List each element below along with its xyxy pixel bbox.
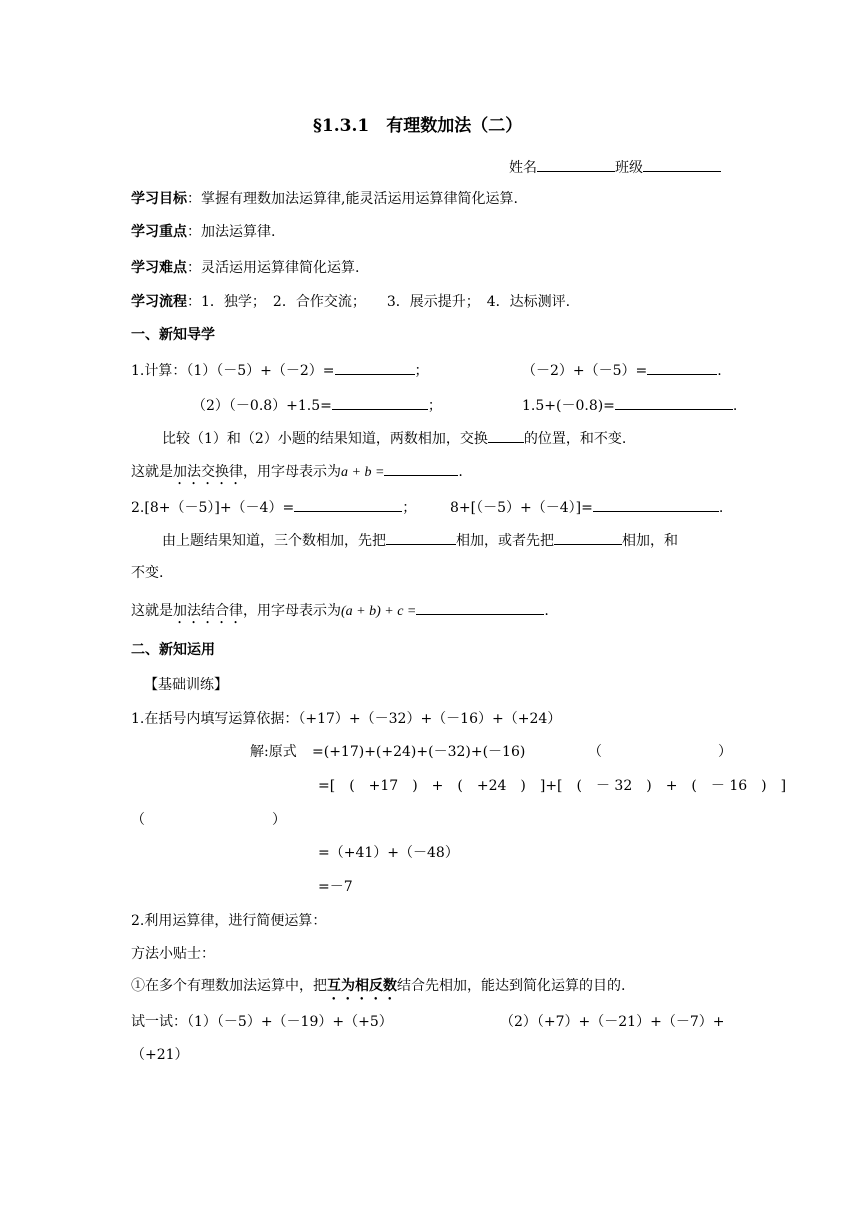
study-difficulty-text: ：灵活运用运算律简化运算. [187,260,360,276]
q1-line2-left [192,394,442,416]
q1-commutative-law [131,460,463,488]
ex1-step1-label: 解:原式 [250,744,297,760]
q2-law-mid: ，用字母表示为 [243,603,341,619]
ex1-step1: =(+17)+(+24)+(－32)+(－16) [312,744,526,760]
q1-compare-blank[interactable] [488,427,524,443]
ex1-paren2-close: ） [272,812,286,828]
ex1-title: 1.在括号内填写运算依据：（+17）+（－32）+（－16）+（+24） [131,711,562,727]
study-goal-label: 学习目标 [131,191,187,207]
q2-b-blank[interactable] [593,496,719,512]
q1-law-pre: 这就是 [131,464,173,480]
ex2-tip-pre: ①在多个有理数加法运算中，把 [131,978,327,994]
basic-training-heading: 【基础训练】 [144,677,228,693]
q1-2b-text: 1.5+(－0.8)= [522,398,615,414]
q1-2a-blank[interactable] [332,394,428,410]
q1-law-name: 加法交换律 [173,464,243,480]
q2-blank-1[interactable] [386,529,456,545]
page-title: §1.3.1 有理数加法（二） [313,116,523,136]
ex1-paren2-open: （ [131,812,145,828]
section-heading-1: 一、新知导学 [131,327,215,343]
study-goal [131,189,518,209]
q1-law-mid: ，用字母表示为 [243,464,341,480]
study-focus [131,222,275,242]
ex2-try-1: 试一试：（1）（－5）+（－19）+（+5） [131,1014,393,1030]
study-focus-label: 学习重点 [131,224,187,240]
q1-1a-end: ； [414,363,429,379]
q2-blank-2[interactable] [554,529,622,545]
q2-line-right [450,496,723,518]
ex1-step3: =（+41）+（－48） [318,845,459,861]
q2-law-name: 加法结合律 [173,603,243,619]
q1-2b-end: . [732,398,738,414]
q2-law-pre: 这就是 [131,603,173,619]
study-goal-text: ：掌握有理数加法运算律,能灵活运用运算律简化运算. [187,191,518,207]
name-label: 姓名 [509,160,537,176]
name-blank[interactable] [537,156,615,172]
study-focus-text: ：加法运算律. [187,224,276,240]
q2-law-end: . [544,603,549,619]
q2-associative-law [131,599,549,627]
study-process-text: ：1．独学； 2．合作交流； 3．展示提升； 4．达标测评. [187,294,571,310]
section-heading-2: 二、新知运用 [131,642,215,658]
ex1-step2: =[ ( +17 ) + ( +24 ) ]+[ ( － 32 ) + ( － 16 ) ] [318,778,787,794]
q1-law-formula: a + b = [341,465,385,480]
class-blank[interactable] [643,156,721,172]
study-process-label: 学习流程 [131,294,187,310]
q2-law-formula: (a + b) + c = [341,604,417,619]
q2-explain [162,529,678,551]
ex2-title: 2.利用运算律，进行简便运算： [131,913,327,929]
ex1-paren1-close: ） [718,744,732,760]
q1-1b-blank[interactable] [647,359,717,375]
study-difficulty [131,258,359,278]
q2-a-text: 2.[8+（－5）]+（－4）= [131,500,295,516]
q1-law-blank[interactable] [384,460,458,476]
study-difficulty-label: 学习难点 [131,260,187,276]
q2-a-end: ； [402,500,417,516]
q2-text-c: 相加，和 [622,533,678,549]
q1-compare-b: 的位置，和不变. [523,431,627,447]
study-process [131,292,570,312]
ex2-tip-title: 方法小贴士： [131,946,215,962]
q2-line-left [131,496,416,518]
q1-1b-text: （－2）+（－5）= [522,363,648,379]
ex2-tip-bold: 互为相反数 [327,978,397,994]
q2-b-end: . [718,500,724,516]
ex1-paren1-open: （ [588,744,602,760]
q1-law-end: . [458,464,463,480]
q1-line2-right [522,394,737,416]
q2-a-blank[interactable] [294,496,402,512]
q2-text-b: 相加，或者先把 [456,533,554,549]
q1-1a-blank[interactable] [335,359,415,375]
q1-line1-right [522,359,722,381]
q1-1b-end: . [717,363,722,379]
q1-line1-left [131,359,429,381]
name-class-line [509,156,721,178]
q1-2b-blank[interactable] [615,394,733,410]
ex2-try-2: （2）（+7）+（－21）+（－7）+ [500,1014,725,1030]
q2-text-a: 由上题结果知道，三个数相加，先把 [162,533,386,549]
q1-2a-text: （2）（－0.8）+1.5= [192,398,332,414]
ex1-step4: =－7 [318,879,353,895]
q2-law-blank[interactable] [416,599,544,615]
class-label: 班级 [615,160,643,176]
ex2-tip [131,976,625,1003]
q1-1a-text: 1.计算：（1）（－5）+（－2）= [131,363,335,379]
ex2-tip-post: 结合先相加，能达到简化运算的目的. [397,978,626,994]
q1-compare-a: 比较（1）和（2）小题的结果知道，两数相加，交换 [162,431,488,447]
q1-compare [162,427,626,449]
q2-explain-cont: 不变. [131,565,164,581]
q1-2a-end: ； [427,398,442,414]
ex2-try-2-cont: （+21） [131,1047,189,1063]
q2-b-text: 8+[（－5）+（－4）]= [450,500,593,516]
